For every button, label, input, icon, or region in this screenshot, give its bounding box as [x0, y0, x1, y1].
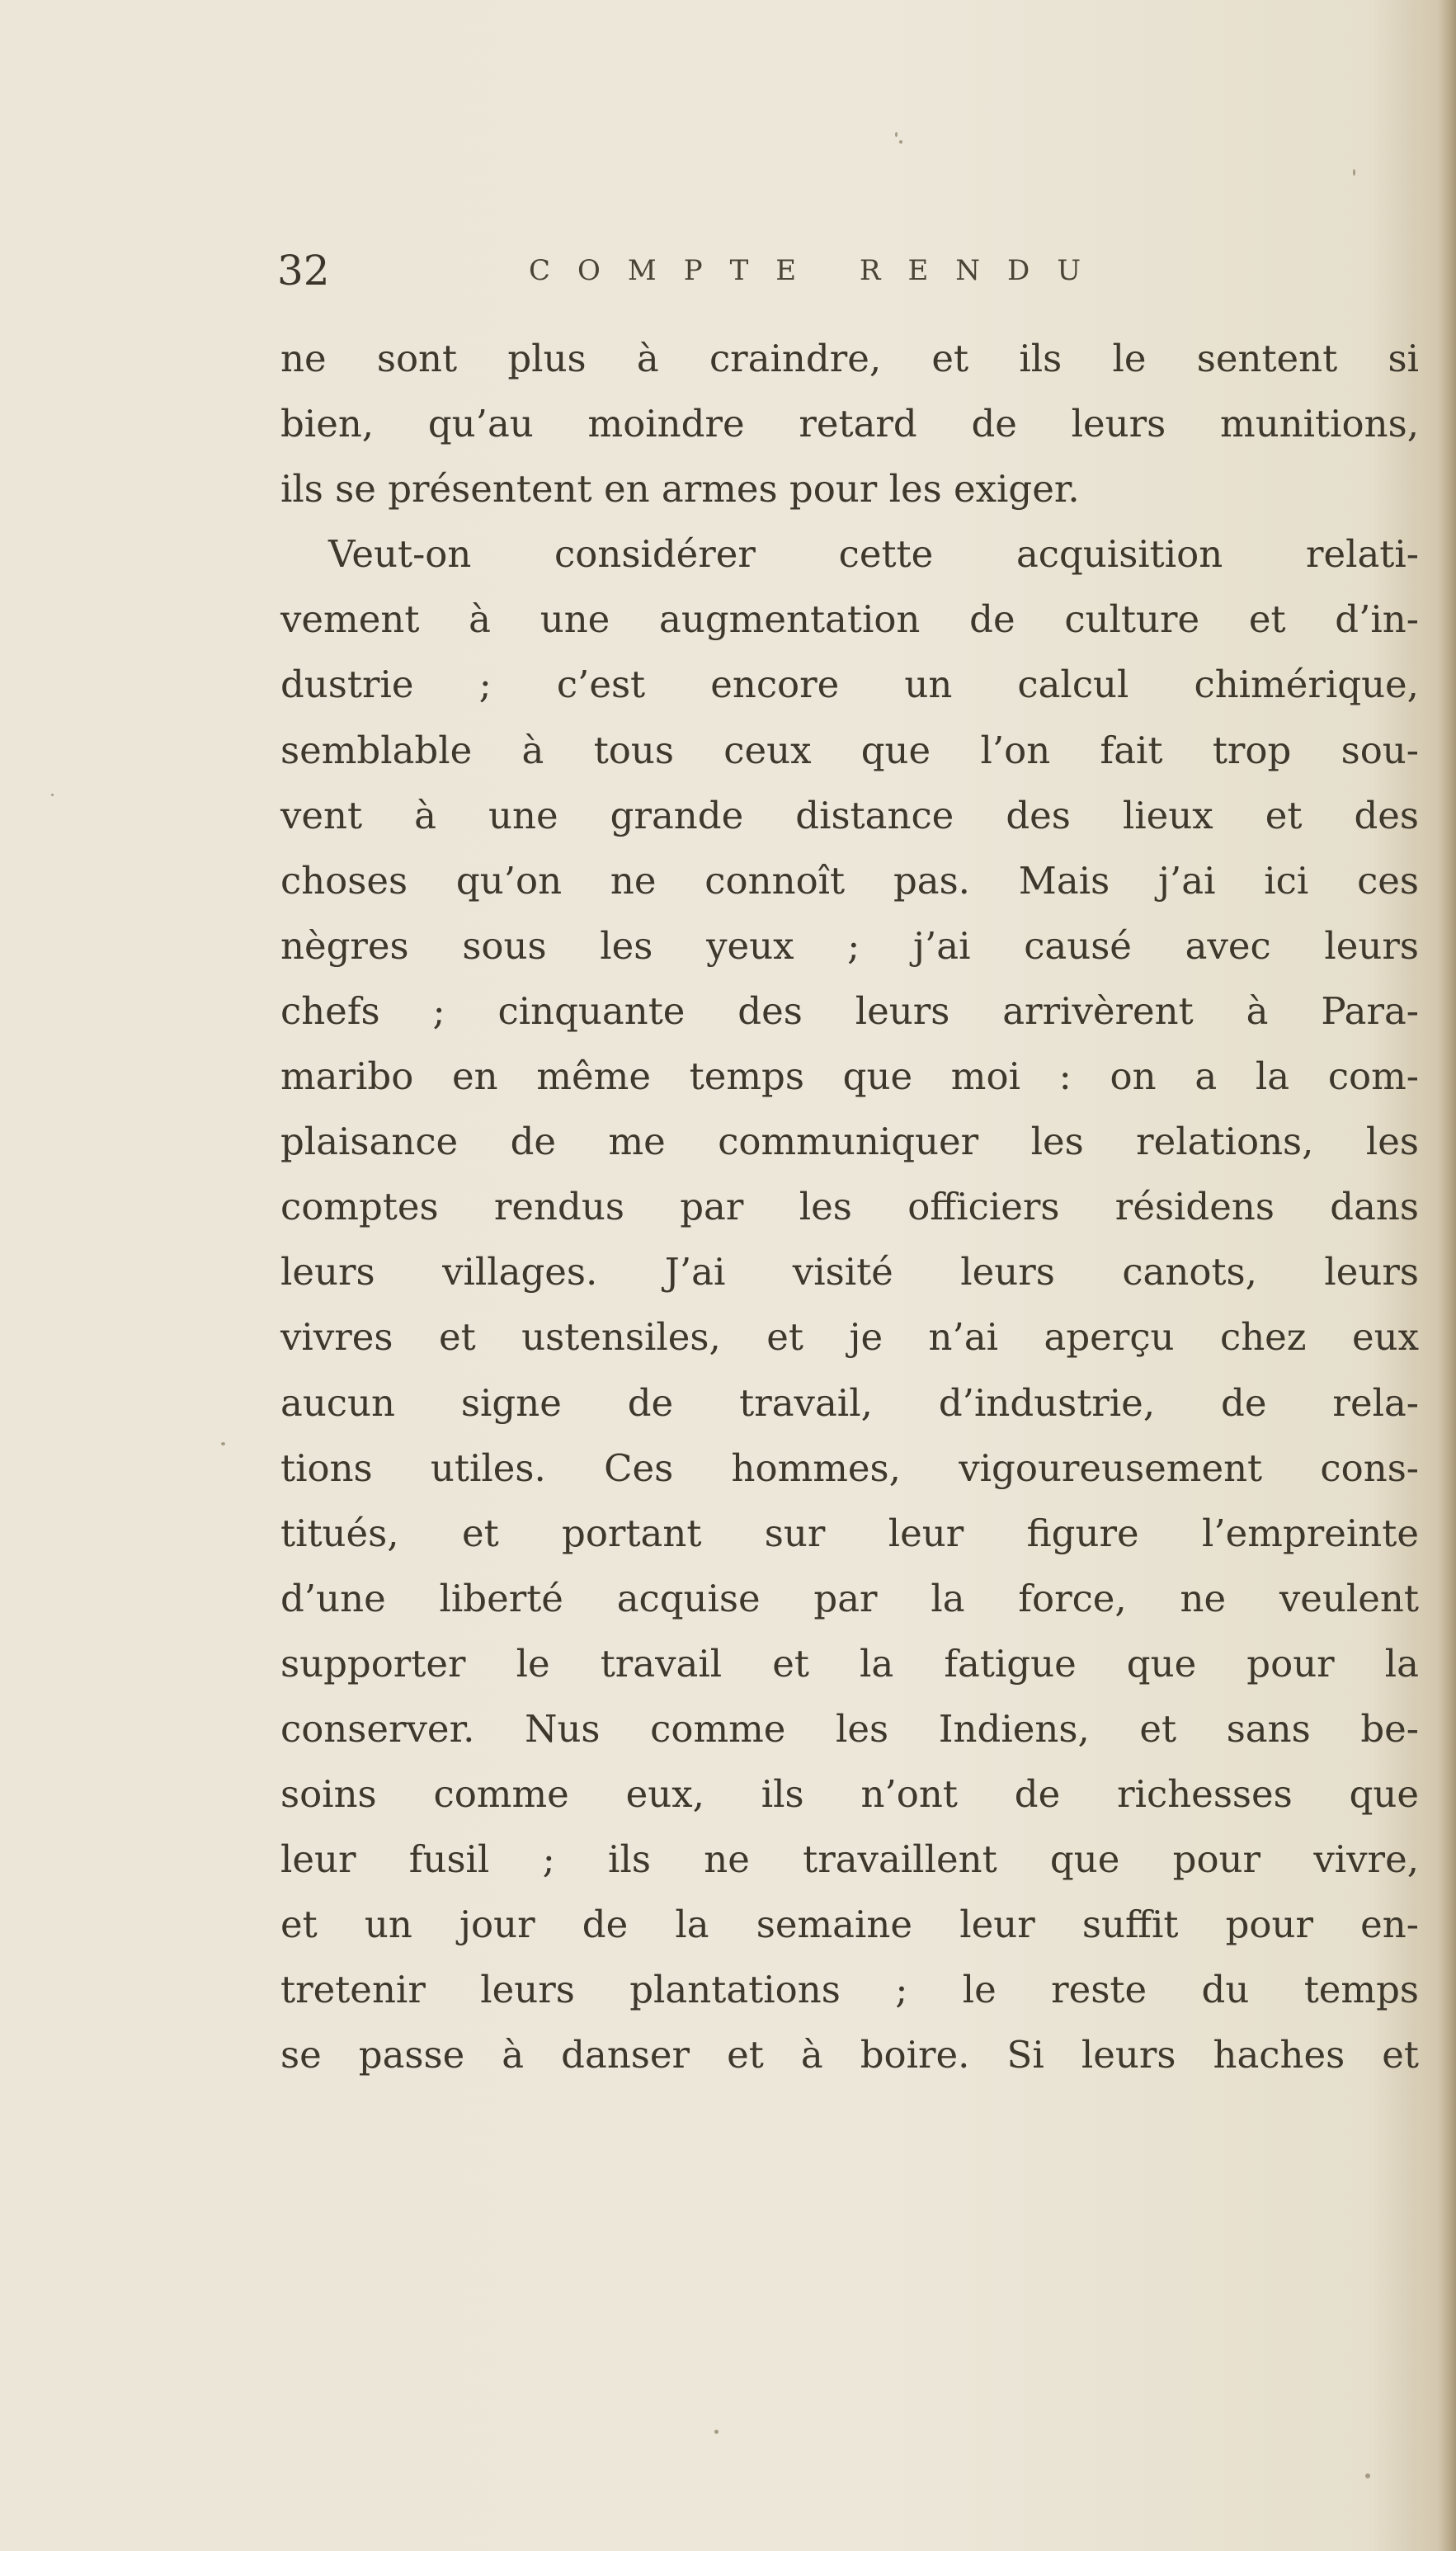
paper-speck: [895, 132, 898, 137]
text-line: aucun signe de travail, d’industrie, de rela-: [280, 1380, 1419, 1425]
text-line: chefs ; cinquante des leurs arrivèrent à Para-: [280, 988, 1419, 1033]
paper-speck: [714, 2430, 719, 2434]
text-line: ne sont plus à craindre, et ils le sentent si: [280, 337, 1419, 380]
text-line: supporter le travail et la fatigue que pour la: [280, 1641, 1419, 1686]
paper-speck: [221, 1442, 225, 1445]
text-line: tretenir leurs plantations ; le reste du temps: [280, 1968, 1419, 2012]
running-title: COMPTE RENDU: [529, 254, 1108, 287]
paper-speck: [51, 794, 54, 796]
text-line: vivres et ustensiles, et je n’ai aperçu chez eux: [280, 1315, 1419, 1360]
text-line: vement à une augmentation de culture et d’in-: [280, 597, 1419, 642]
paper-speck: [899, 140, 902, 144]
body-text: [280, 326, 1419, 2088]
text-line: soins comme eux, ils n’ont de richesses que: [280, 1772, 1419, 1817]
text-line: semblable à tous ceux que l’on fait trop sou-: [280, 728, 1419, 772]
page-number: 32: [277, 247, 330, 295]
page-edge-shadow: [1438, 0, 1456, 2551]
text-line: maribo en même temps que moi : on a la com-: [280, 1054, 1419, 1099]
text-line: vent à une grande distance des lieux et des: [280, 793, 1419, 837]
paper-speck: [1365, 2473, 1370, 2478]
text-line: ils se présentent en armes pour les exiger.: [280, 467, 1080, 512]
text-line: titués, et portant sur leur figure l’empreinte: [280, 1511, 1419, 1555]
text-line: plaisance de me communiquer les relations, les: [280, 1120, 1419, 1164]
paper-speck: [1353, 169, 1355, 176]
text-line: comptes rendus par les officiers résidens dans: [280, 1185, 1419, 1229]
text-line: tions utiles. Ces hommes, vigoureusement cons-: [280, 1445, 1419, 1490]
text-line: d’une liberté acquise par la force, ne veulent: [280, 1576, 1419, 1620]
page-header: [277, 238, 1424, 304]
text-line: se passe à danser et à boire. Si leurs haches et: [280, 2033, 1419, 2077]
text-line: et un jour de la semaine leur suffit pour en-: [280, 1903, 1419, 1947]
text-line: bien, qu’au moindre retard de leurs munitions,: [280, 402, 1419, 446]
text-line: leurs villages. J’ai visité leurs canots, leurs: [280, 1250, 1419, 1294]
text-line: nègres sous les yeux ; j’ai causé avec leurs: [280, 923, 1419, 968]
text-line: dustrie ; c’est encore un calcul chimérique,: [280, 663, 1419, 707]
text-line: Veut-on considérer cette acquisition relati-: [328, 532, 1419, 577]
text-line: conserver. Nus comme les Indiens, et sans be-: [280, 1706, 1419, 1751]
text-line: leur fusil ; ils ne travaillent que pour vivre,: [280, 1837, 1419, 1882]
text-line: choses qu’on ne connoît pas. Mais j’ai ici ces: [280, 858, 1419, 903]
